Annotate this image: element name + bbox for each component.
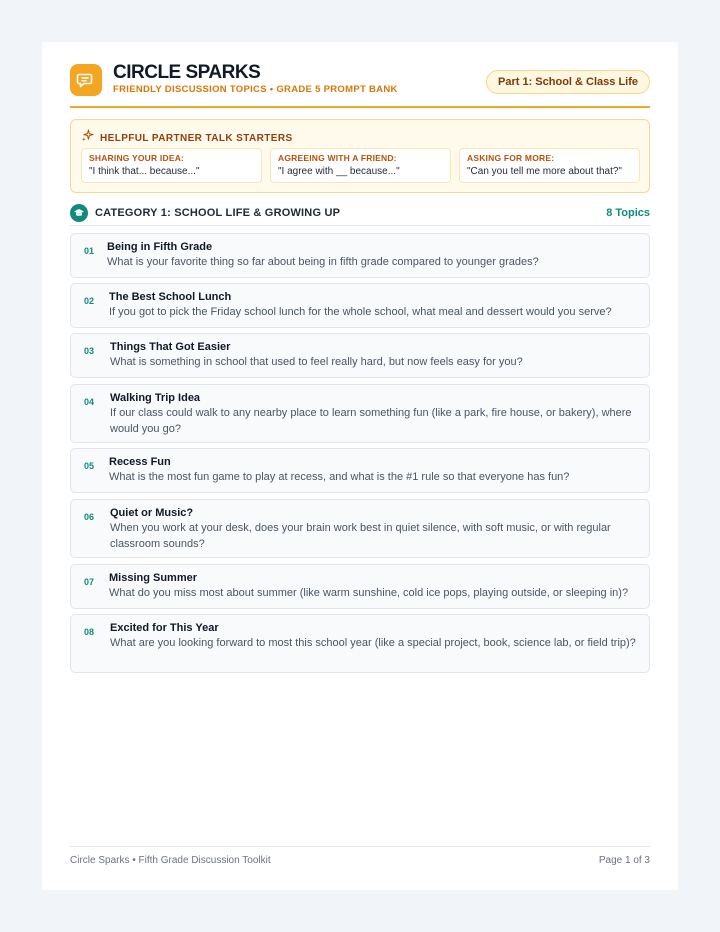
- starters-heading: HELPFUL PARTNER TALK STARTERS: [100, 132, 293, 144]
- topic-title: Excited for This Year: [110, 622, 219, 634]
- footer-title: Circle Sparks • Fifth Grade Discussion Toolkit: [70, 855, 271, 866]
- topic-title: Walking Trip Idea: [110, 392, 201, 404]
- category-divider: [70, 225, 650, 226]
- starter-text: "I agree with __ because...": [278, 166, 400, 177]
- topic-question: What do you miss most about summer (like warm sunshine, cold ice pops, playing outside, or sleeping in)?: [109, 587, 629, 599]
- topic-card: [70, 499, 650, 558]
- page-subtitle: FRIENDLY DISCUSSION TOPICS • GRADE 5 PROMPT BANK: [113, 84, 398, 95]
- topic-title: Quiet or Music?: [110, 507, 194, 519]
- talk-starters-box: [70, 119, 650, 193]
- topic-number: 07: [84, 577, 95, 587]
- topic-card: [70, 283, 650, 328]
- starter-text: "I think that... because...": [89, 166, 200, 177]
- category-title: CATEGORY 1: SCHOOL LIFE & GROWING UP: [95, 207, 341, 219]
- topic-card: [70, 614, 650, 673]
- topic-question: If you got to pick the Friday school lunch for the whole school, what meal and dessert would you serve?: [109, 306, 612, 318]
- topic-number: 01: [84, 246, 95, 256]
- topic-card: [70, 564, 650, 609]
- starter-text: "Can you tell me more about that?": [467, 166, 622, 177]
- page-title: CIRCLE SPARKS: [113, 62, 261, 83]
- page-number: Page 1 of 3: [598, 855, 650, 866]
- topic-number: 03: [84, 346, 95, 356]
- starter-card-sharing: [81, 148, 262, 183]
- topic-number: 05: [84, 461, 95, 471]
- starter-label: ASKING FOR MORE:: [467, 153, 555, 163]
- starter-label: SHARING YOUR IDEA:: [89, 153, 185, 163]
- topic-number: 04: [84, 397, 95, 407]
- document-page: [42, 42, 678, 890]
- topic-number: 08: [84, 627, 95, 637]
- topic-question: When you work at your desk, does your brain work best in quiet silence, with soft music, or with regular classroom sounds?: [110, 522, 611, 550]
- topic-card: [70, 333, 650, 378]
- page-header: [70, 64, 650, 108]
- topic-card: [70, 233, 650, 278]
- topic-question: What are you looking forward to most this school year (like a special project, book, science lab, or field trip)?: [110, 637, 636, 649]
- topic-number: 02: [84, 296, 95, 306]
- topic-number: 06: [84, 512, 95, 522]
- footer-divider: [70, 846, 650, 847]
- topic-count: 8 Topics: [606, 207, 650, 219]
- topic-question: What is something in school that used to feel really hard, but now feels easy for you?: [110, 356, 523, 368]
- topic-question: What is your favorite thing so far about being in fifth grade compared to younger grades?: [107, 256, 539, 268]
- category-header: [70, 203, 650, 227]
- topic-card: [70, 448, 650, 493]
- topic-title: Missing Summer: [109, 572, 198, 584]
- starter-card-asking: [459, 148, 640, 183]
- graduation-cap-icon: [70, 204, 88, 222]
- starter-label: AGREEING WITH A FRIEND:: [278, 153, 397, 163]
- topic-question: If our class could walk to any nearby place to learn something fun (like a park, fire house, or bakery), where would you go?: [110, 407, 632, 435]
- topic-title: The Best School Lunch: [109, 291, 232, 303]
- header-divider: [70, 106, 650, 108]
- topic-card: [70, 384, 650, 443]
- starter-card-agreeing: [270, 148, 451, 183]
- sparkles-icon: [81, 129, 94, 147]
- topic-title: Things That Got Easier: [110, 341, 231, 353]
- part-badge: Part 1: School & Class Life: [486, 70, 650, 94]
- topic-question: What is the most fun game to play at recess, and what is the #1 rule so that everyone has fun?: [109, 471, 570, 483]
- chat-bubble-icon: [70, 64, 102, 96]
- topic-title: Being in Fifth Grade: [107, 241, 213, 253]
- topic-title: Recess Fun: [109, 456, 171, 468]
